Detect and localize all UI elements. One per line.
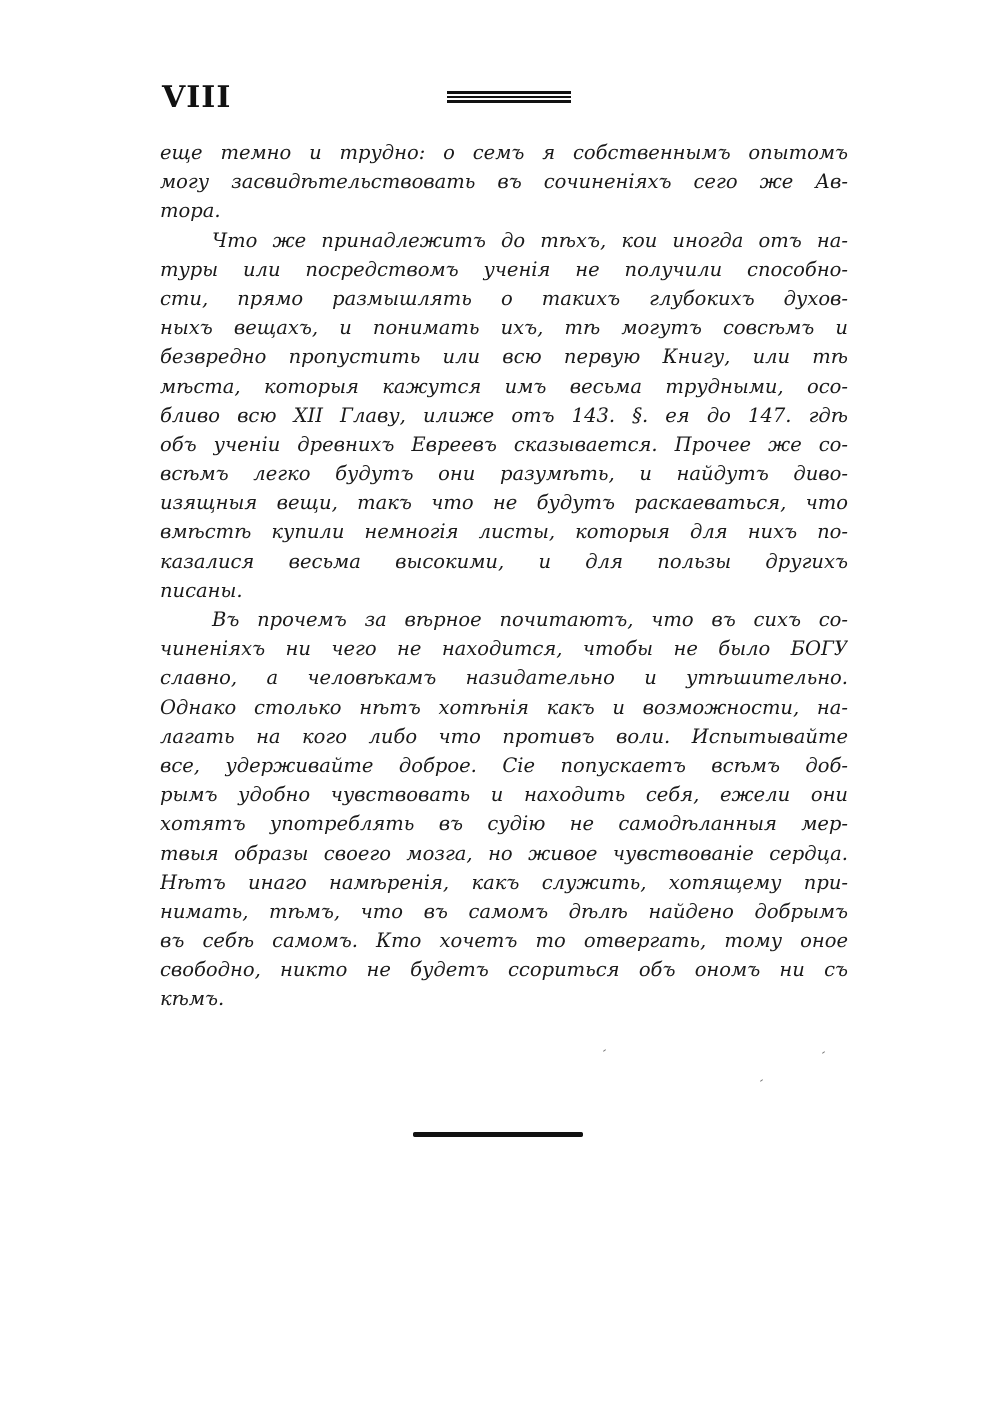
print-speck bbox=[760, 1079, 763, 1082]
print-speck bbox=[603, 1049, 606, 1052]
text-line: все, удерживайте доброе. Сiе попускаетъ всѣмъ доб- bbox=[160, 753, 848, 777]
text-line: нимать, тѣмъ, что въ самомъ дѣлѣ найдено добрымъ bbox=[160, 899, 848, 923]
text-line: свободно, никто не будетъ ссориться объ ономъ ни съ bbox=[160, 958, 848, 982]
text-line: Нѣтъ инаго намѣренiя, какъ служить, хотящему при- bbox=[160, 870, 848, 894]
body-text bbox=[160, 138, 848, 1014]
text-line: сти, прямо размышлять о такихъ глубокихъ духов- bbox=[160, 286, 848, 310]
text-line: могу засвидѣтельствовать въ сочиненiяхъ сего же Ав- bbox=[160, 170, 848, 194]
text-line: въ себѣ самомъ. Кто хочетъ то отвергать, тому оное bbox=[160, 929, 848, 953]
text-line: тора. bbox=[160, 199, 221, 223]
text-line: ныхъ вещахъ, и понимать ихъ, тѣ могутъ совсѣмъ и bbox=[160, 316, 848, 340]
text-line: Что же принадлежитъ до тѣхъ, кои иногда отъ на- bbox=[212, 228, 848, 252]
text-line: мѣста, которыя кажутся имъ весьма трудными, осо- bbox=[160, 374, 848, 398]
text-line: кѣмъ. bbox=[160, 987, 225, 1011]
text-line: всѣмъ легко будутъ они разумѣть, и найдутъ диво- bbox=[160, 462, 848, 486]
paragraph bbox=[160, 605, 848, 1014]
text-line: бливо всю XII Главу, илиже отъ 143. §. ея до 147. гдѣ bbox=[160, 403, 848, 427]
footer-rule bbox=[413, 1132, 583, 1137]
header-ornament-rule bbox=[447, 91, 571, 103]
text-line: вмѣстѣ купили немногiя листы, которыя для нихъ по- bbox=[160, 520, 848, 544]
text-line: Однако столько нѣтъ хотѣнiя какъ и возможности, на- bbox=[160, 695, 848, 719]
paragraph bbox=[160, 226, 848, 605]
text-line: рымъ удобно чувствовать и находить себя, ежели они bbox=[160, 783, 848, 807]
text-line: твыя образы своего мозга, но живое чувствованiе сердца. bbox=[160, 841, 848, 865]
text-line: объ ученiи древнихъ Евреевъ сказывается. Прочее же со- bbox=[160, 432, 848, 456]
paragraph bbox=[160, 138, 848, 226]
page-number: VIII bbox=[162, 80, 232, 115]
text-line: туры или посредствомъ ученiя не получили способно- bbox=[160, 257, 848, 281]
text-line: Въ прочемъ за вѣрное почитаютъ, что въ сихъ со- bbox=[212, 608, 848, 631]
text-line: казалися весьма высокими, и для пользы другихъ bbox=[160, 549, 848, 573]
print-speck bbox=[822, 1051, 825, 1054]
text-line: еще темно и трудно: о семъ я собственнымъ опытомъ bbox=[160, 141, 848, 164]
text-line: хотятъ употреблять въ судiю не самодѣланныя мер- bbox=[160, 812, 848, 836]
text-line: писаны. bbox=[160, 578, 243, 602]
text-line: изящныя вещи, такъ что не будутъ раскаеваться, что bbox=[160, 491, 848, 515]
text-line: чиненiяхъ ни чего не находится, чтобы не было БОГУ bbox=[160, 637, 848, 661]
text-line: славно, а человѣкамъ назидательно и утѣшительно. bbox=[160, 666, 848, 690]
text-line: безвредно пропустить или всю первую Книгу, или тѣ bbox=[160, 345, 848, 369]
text-line: лагать на кого либо что противъ воли. Испытывайте bbox=[160, 724, 848, 748]
